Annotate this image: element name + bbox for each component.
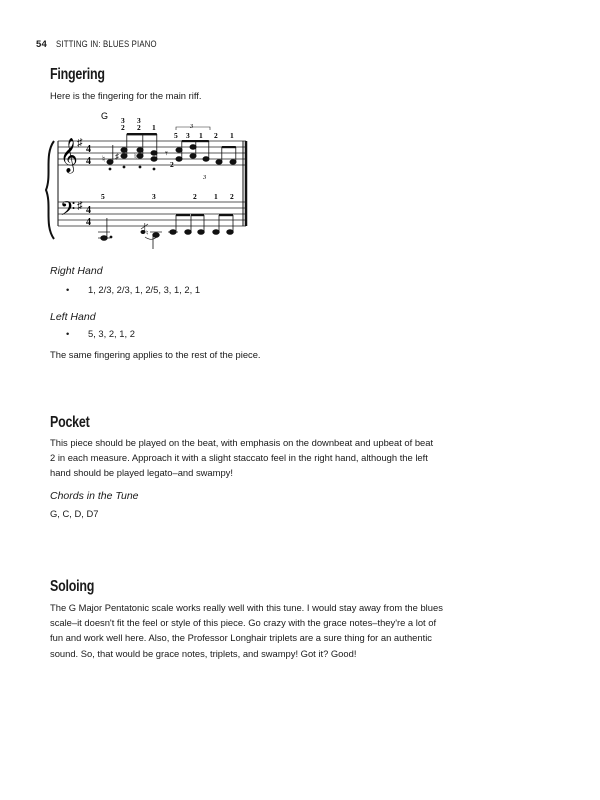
- bass-sharp-icon: ♯: [77, 200, 83, 212]
- chords-value: G, C, D, D7: [50, 508, 99, 519]
- left-hand-fingering: [66, 328, 135, 339]
- rh-finger: 1: [152, 123, 156, 132]
- soloing-line: sound. So, that would be grace notes, triplets, and swampy! Got it? Good!: [50, 647, 357, 659]
- left-hand-label: Left Hand: [50, 311, 96, 323]
- soloing-line: scale–it doesn't fit the feel or style of this piece. Go crazy with the grace notes–they're a lot of: [50, 617, 437, 629]
- triplet-number: 3: [190, 123, 194, 130]
- running-title: SITTING IN: BLUES PIANO: [55, 39, 157, 50]
- svg-text:♮: ♮: [134, 152, 137, 161]
- lh-finger: 3: [152, 192, 156, 201]
- bullet-icon: •: [66, 284, 70, 295]
- lh-finger: 1: [214, 192, 218, 201]
- treble-time-top: 4: [86, 144, 91, 155]
- svg-text:𝄾: 𝄾: [165, 148, 168, 160]
- grand-staff-brace: [46, 141, 54, 239]
- triplet-number: 3: [203, 174, 207, 181]
- bass-clef-icon: 𝄢: [60, 199, 76, 225]
- lh-finger: 2: [193, 192, 197, 201]
- rh-finger: 5: [174, 131, 178, 140]
- lh-notes: [98, 214, 233, 249]
- soloing-line: fun and work well here. Also, the Professor Longhair triplets are a sure thing for an authentic: [50, 632, 432, 644]
- pocket-paragraph: [50, 435, 490, 481]
- treble-clef-icon: 𝄞: [60, 139, 78, 172]
- right-hand-fingering-text: 1, 2/3, 2/3, 1, 2/5, 3, 1, 2, 1: [88, 284, 201, 295]
- soloing-line: The G Major Pentatonic scale works really well with this tune. I would stay away from the blues: [50, 602, 443, 613]
- svg-text:♮: ♮: [102, 154, 106, 164]
- rh-finger: 2: [137, 123, 141, 132]
- svg-text:♮: ♮: [146, 229, 149, 237]
- right-hand-fingering: [66, 284, 200, 295]
- rh-finger: 2: [214, 131, 218, 140]
- rh-finger: 2: [170, 160, 174, 169]
- repeat-barline: [243, 141, 246, 226]
- fingering-outro: The same fingering applies to the rest of the piece.: [50, 349, 261, 360]
- pocket-line: This piece should be played on the beat, with emphasis on the downbeat and upbeat of beat: [50, 437, 434, 448]
- music-notation: [0, 105, 600, 255]
- section-title-soloing: Soloing: [50, 578, 95, 595]
- rh-finger: 3: [186, 131, 190, 140]
- page-number: 54: [36, 39, 47, 50]
- running-header: [36, 39, 179, 50]
- chords-label: Chords in the Tune: [50, 490, 139, 502]
- treble-sharp-icon: ♯: [77, 137, 83, 149]
- rh-finger: 3: [121, 116, 125, 125]
- left-hand-fingering-text: 5, 3, 2, 1, 2: [88, 328, 135, 339]
- right-hand-label: Right Hand: [50, 265, 103, 277]
- soloing-paragraph: [50, 600, 500, 661]
- fingering-intro: Here is the fingering for the main riff.: [50, 90, 202, 101]
- bass-time-top: 4: [86, 205, 91, 216]
- rh-finger: 3: [137, 116, 141, 125]
- bullet-icon: •: [66, 328, 70, 339]
- section-title-fingering: Fingering: [50, 66, 105, 83]
- svg-text:♯: ♯: [115, 152, 119, 161]
- pocket-line: 2 in each measure. Approach it with a slight staccato feel in the right hand, although the left: [50, 452, 428, 464]
- section-title-pocket: Pocket: [50, 414, 90, 431]
- rh-finger: 1: [199, 131, 203, 140]
- rh-finger: 2: [121, 123, 125, 132]
- treble-time-bottom: 4: [86, 156, 91, 167]
- pocket-line: hand should be played legato–and swampy!: [50, 467, 233, 479]
- bass-time-bottom: 4: [86, 217, 91, 228]
- lh-finger: 5: [101, 192, 105, 201]
- chord-symbol: G: [101, 111, 109, 121]
- lh-finger: 2: [230, 192, 234, 201]
- rh-finger: 1: [230, 131, 234, 140]
